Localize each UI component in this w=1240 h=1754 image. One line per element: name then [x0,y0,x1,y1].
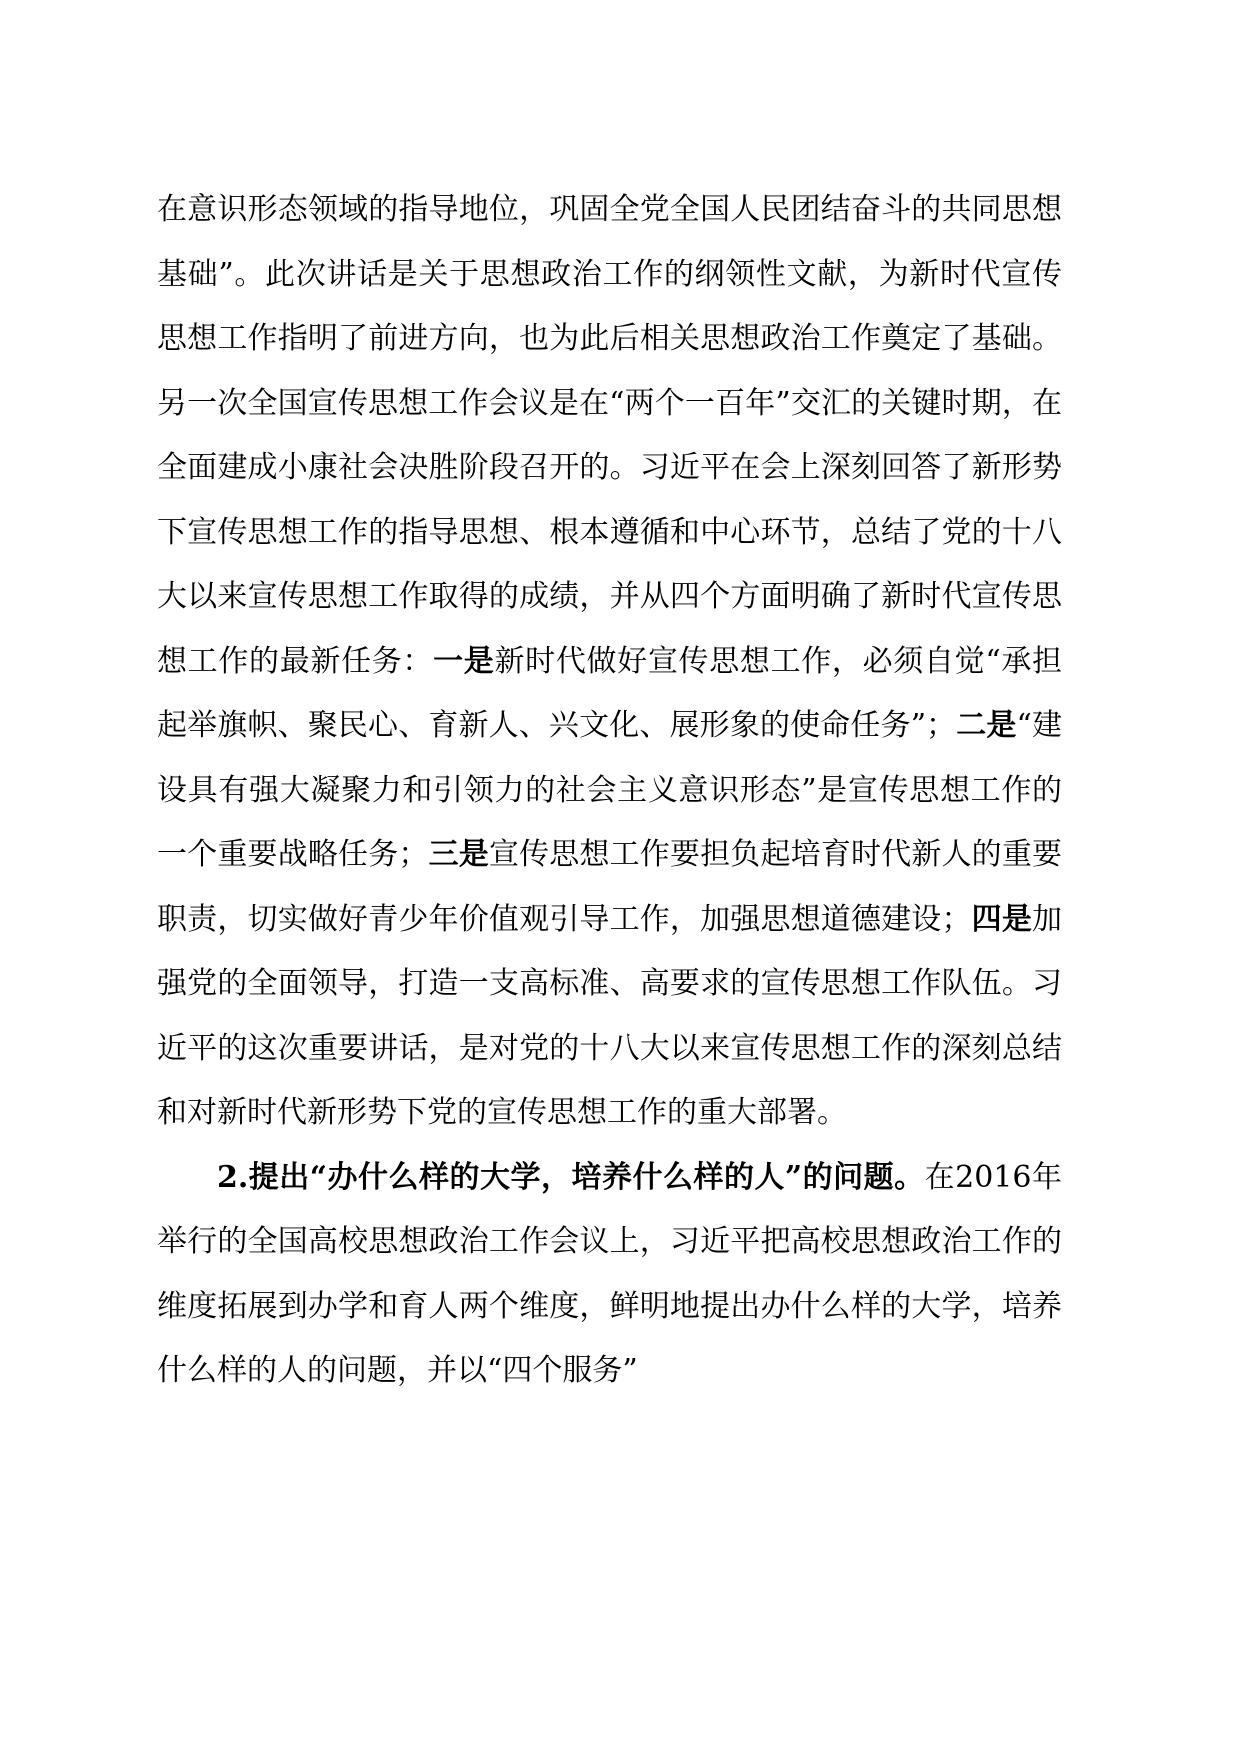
paragraph-text: 新时代做好宣传思想工作，必须自觉“承担起举旗帜、聚民心、育新人、兴文化、展形象的使命任务”； [157,643,1063,743]
paragraph-university-question [157,1146,1062,1404]
document-body [157,178,1062,1404]
paragraph-text: 宣传思想工作要担负起培育时代新人的重要职责，切实做好青少年价值观引导工作，加强思想道德建设； [157,837,1063,937]
task-two-marker: 二是 [956,708,1017,743]
paragraph-text: 在2016年举行的全国高校思想政治工作会议上，习近平把高校思想政治工作的维度拓展到办学和育人两个维度，鲜明地提出办什么样的大学，培养什么样的人的问题，并以“四个服务” [157,1159,1062,1388]
task-four-marker: 四是 [971,901,1033,937]
task-three-marker: 三是 [428,837,489,872]
paragraph-text: “建设具有强大凝聚力和引领力的社会主义意识形态”是宣传思想工作的一个重要战略任务； [157,708,1063,872]
section-heading: 2.提出“办什么样的大学，培养什么样的人”的问题。 [217,1159,925,1195]
paragraph-speech-summary [157,178,1062,1146]
task-one-marker: 一是 [433,643,495,679]
paragraph-text: 在意识形态领域的指导地位，巩固全党全国人民团结奋斗的共同思想基础”。此次讲话是关于思想政治工作的纲领性文献，为新时代宣传思想工作指明了前进方向，也为此后相关思想政治工作奠定了基础。另一次全国宣传思想工作会议是在“两个一百年”交汇的关键时期，在全面建成小康社会决胜阶段召开的。习近平在会上深刻回答了新形势下宣传思想工作的指导思想、根本遵循和中心环节，总结了党的十八大以来宣传思想工作取得的成绩，并从四个方面明确了新时代宣传思想工作的最新任务： [157,192,1062,679]
paragraph-text: 加强党的全面领导，打造一支高标准、高要求的宣传思想工作队伍。习近平的这次重要讲话，是对党的十八大以来宣传思想工作的深刻总结和对新时代新形势下党的宣传思想工作的重大部署。 [157,901,1063,1130]
